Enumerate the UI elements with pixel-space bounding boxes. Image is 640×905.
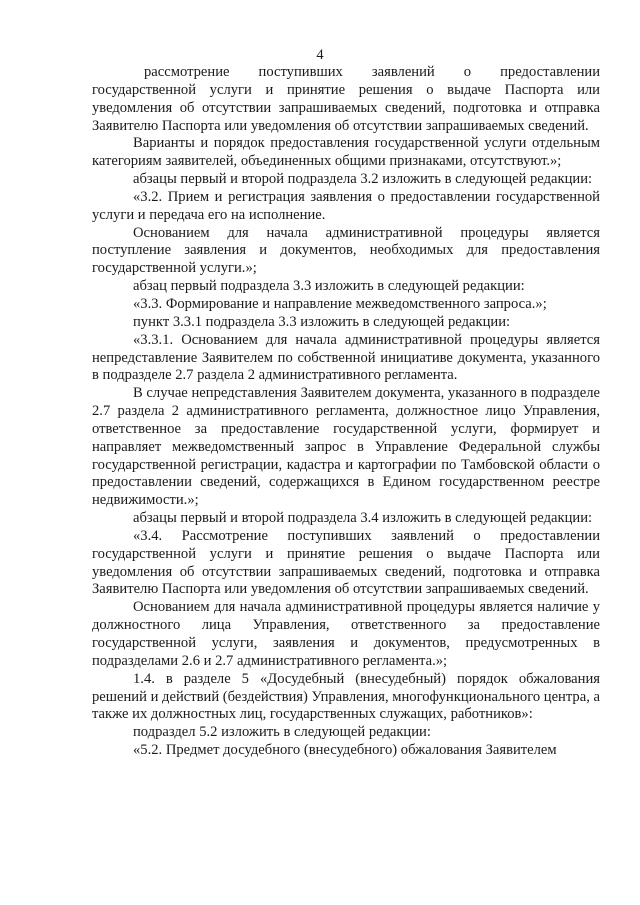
page-number: 4: [316, 47, 324, 63]
paragraph-amend-3-3-1: пункт 3.3.1 подраздела 3.3 изложить в следующей редакции:: [133, 313, 511, 330]
paragraph-3-2-basis: Основанием для начала административной процедуры является поступление заявления и документов, необходимых для предоставления государственной услуги.»;: [92, 224, 600, 277]
paragraph-1-4: 1.4. в разделе 5 «Досудебный (внесудебный) порядок обжалования решений и действий (бездействия) Управления, многофункционального центра, а также их должностных лиц, государственных служащих, работников»:: [92, 670, 600, 723]
document-body: [92, 64, 600, 760]
paragraph-3-4: «3.4. Рассмотрение поступивших заявлений о предоставлении государственной услуги и принятие решения о выдаче Паспорта или уведомления об отсутствии запрашиваемых сведений, подготовка и отправка Заявителю Паспорта или уведомления об отсутствии запрашиваемых сведений.: [92, 527, 600, 598]
paragraph-amend-3-4: абзацы первый и второй подраздела 3.4 изложить в следующей редакции:: [133, 510, 593, 527]
paragraph-3-3-1: «3.3.1. Основанием для начала административной процедуры является непредставление Заявителем по собственной инициативе документа, указанного в подразделе 2.7 раздела 2 административного регламента.: [92, 331, 600, 384]
paragraph-3-3: «3.3. Формирование и направление межведомственного запроса.»;: [133, 295, 547, 312]
paragraph-5-2: «5.2. Предмет досудебного (внесудебного) обжалования Заявителем: [133, 742, 557, 759]
paragraph-3-2: «3.2. Прием и регистрация заявления о предоставлении государственной услуги и передача его на исполнение.: [92, 188, 600, 223]
paragraph-variants: Варианты и порядок предоставления государственной услуги отдельным категориям заявителей, объединенных общими признаками, отсутствуют.»;: [92, 135, 600, 170]
paragraph-3-4-basis: Основанием для начала административной процедуры является наличие у должностного лица Управления, ответственного за предоставление государственной услуги, заявления и документов, предусмотренных в подразделами 2.6 и 2.7 административного регламента.»;: [92, 599, 600, 669]
paragraph-amend-3-2: абзацы первый и второй подраздела 3.2 изложить в следующей редакции:: [133, 171, 593, 188]
paragraph-amend-5-2: подраздел 5.2 изложить в следующей редакции:: [133, 724, 431, 741]
paragraph-amend-3-3: абзац первый подраздела 3.3 изложить в следующей редакции:: [133, 278, 525, 295]
paragraph-continuation: рассмотрение поступивших заявлений о предоставлении государственной услуги и принятие решения о выдаче Паспорта или уведомления об отсутствии запрашиваемых сведений, подготовка и отправка Заявителю Паспорта или уведомления об отсутствии запрашиваемых сведений.: [92, 64, 600, 134]
paragraph-3-3-1-case: В случае непредставления Заявителем документа, указанного в подразделе 2.7 раздела 2 административного регламента, должностное лицо Управления, ответственное за предоставление государственной услуги, формирует и направляет межведомственный запрос в Управление Федеральной службы государственной регистрации, кадастра и картографии по Тамбовской области о предоставлении сведений, содержащихся в Едином государственном реестре недвижимости.»;: [92, 385, 600, 509]
